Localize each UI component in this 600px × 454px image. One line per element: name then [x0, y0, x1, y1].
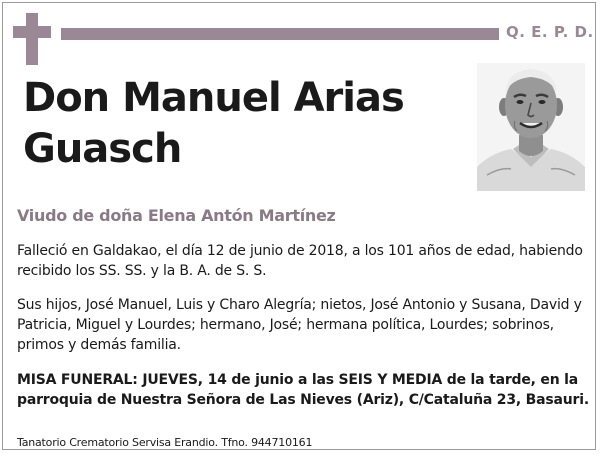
cross-icon	[13, 13, 51, 65]
widow-of-line: Viudo de doña Elena Antón Martínez	[17, 206, 336, 225]
portrait-photo	[477, 63, 585, 191]
portrait-illustration	[477, 63, 585, 191]
cross-vertical-bar	[26, 13, 38, 65]
header-rule	[61, 28, 499, 40]
deceased-name: Don Manuel Arias Guasch	[23, 75, 404, 172]
qepd-label: Q. E. P. D.	[506, 23, 594, 41]
funeral-home-footer: Tanatorio Crematorio Servisa Erandio. Tfno. 944710161	[17, 436, 313, 449]
death-notice-paragraph: Falleció en Galdakao, el día 12 de junio de 2018, a los 101 años de edad, habiendo recibido los SS. SS. y la B. A. de S. S.	[17, 243, 583, 279]
funeral-mass-paragraph: MISA FUNERAL: JUEVES, 14 de junio a las SEIS Y MEDIA de la tarde, en la parroquia de Nuestra Señora de Las Nieves (Ariz), C/Cataluña 23, Basauri.	[17, 372, 589, 408]
family-paragraph: Sus hijos, José Manuel, Luis y Charo Alegría; nietos, José Antonio y Susana, David y Patricia, Miguel y Lourdes; hermano, José; hermana política, Lourdes; sobrinos, primos y demás familia.	[17, 297, 582, 353]
obituary-card	[2, 2, 596, 450]
cross-horizontal-bar	[13, 26, 51, 38]
